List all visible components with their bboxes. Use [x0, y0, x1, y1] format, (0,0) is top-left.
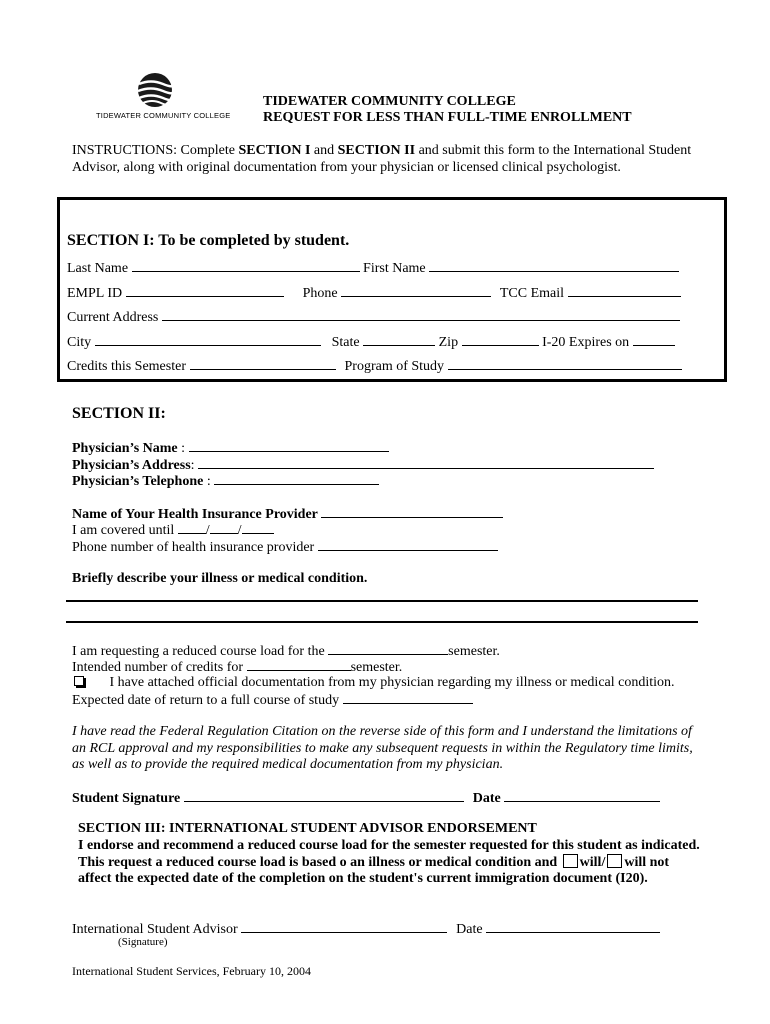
first-name-label: First Name [363, 261, 426, 276]
student-date-field[interactable] [504, 789, 660, 802]
empl-id-field[interactable] [126, 284, 284, 297]
instructions-section-ii: SECTION II [337, 143, 416, 158]
instructions-line2: Advisor, along with original documentation from your physician or licensed clinical psychologist. [72, 160, 621, 175]
address-row [67, 308, 680, 326]
section-i-subtitle: : To be completed by student. [149, 232, 350, 249]
signature-note: (Signature) [118, 936, 168, 948]
advisor-label: International Student Advisor [72, 922, 238, 937]
credits-field[interactable] [190, 357, 336, 370]
zip-field[interactable] [462, 333, 539, 346]
phone-label: Phone [302, 286, 338, 301]
current-address-field[interactable] [162, 308, 680, 321]
instructions-text: and [310, 143, 338, 158]
first-name-field[interactable] [429, 259, 679, 272]
physician-phone-row: Physician’s Telephone : [72, 472, 379, 490]
reduced-load-suffix: semester. [448, 644, 500, 659]
student-signature-row [72, 789, 660, 807]
physician-name-field[interactable] [189, 439, 389, 452]
physician-address-row: Physician’s Address: [72, 456, 654, 474]
attached-docs-checkbox[interactable] [74, 676, 84, 686]
instructions-text: : Complete [173, 143, 239, 158]
will-not-checkbox[interactable] [607, 854, 622, 868]
phone-field[interactable] [341, 284, 491, 297]
attached-docs-label: I have attached official documentation from my physician regarding my illness or medical condition. [109, 675, 675, 690]
tcc-email-field[interactable] [568, 284, 681, 297]
section-i-heading [67, 232, 349, 250]
city-label: City [67, 335, 92, 350]
insurance-phone-field[interactable] [318, 538, 498, 551]
insurance-provider-label: Name of Your Health Insurance Provider [72, 507, 318, 522]
form-title: REQUEST FOR LESS THAN FULL-TIME ENROLLMENT [263, 110, 632, 125]
section-iii-line2-text: This request a reduced course load is based o an illness or medical condition and [78, 855, 558, 870]
instructions-label: INSTRUCTIONS [72, 143, 174, 158]
intended-credits-row [72, 658, 402, 676]
covered-until-label: I am covered until [72, 523, 175, 538]
statement-line-1: I have read the Federal Regulation Citation on the reverse side of this form and I understand the limitations of [72, 724, 692, 739]
section-iii-line2 [78, 854, 669, 871]
physician-phone-label: Physician’s Telephone [72, 474, 204, 489]
insurance-phone-label: Phone number of health insurance provider [72, 540, 315, 555]
empl-row [67, 284, 681, 302]
condition-line-1[interactable] [66, 600, 698, 602]
credits-label: Credits this Semester [67, 359, 186, 374]
i20-expires-field[interactable] [633, 333, 675, 346]
footer-text: International Student Services, February 10, 2004 [72, 964, 311, 978]
insurance-phone-row [72, 538, 498, 556]
form-institution: TIDEWATER COMMUNITY COLLEGE [263, 94, 516, 109]
advisor-date-field[interactable] [486, 920, 660, 933]
logo-text: TIDEWATER COMMUNITY COLLEGE [96, 111, 231, 120]
condition-line-2[interactable] [66, 621, 698, 623]
tcc-email-label: TCC Email [499, 286, 565, 301]
reduced-load-label: I am requesting a reduced course load for the [72, 644, 325, 659]
advisor-date-label: Date [456, 922, 483, 937]
section-ii-heading: SECTION II: [72, 405, 166, 422]
state-field[interactable] [363, 333, 435, 346]
physician-phone-field[interactable] [214, 472, 379, 485]
statement-line-2: an RCL approval and my responsibilities to make any subsequent requests in within the Regulatory time limits, [72, 741, 693, 756]
advisor-signature-field[interactable] [241, 920, 447, 933]
attached-docs-row [74, 675, 675, 691]
student-date-label: Date [472, 791, 501, 806]
state-label: State [331, 335, 360, 350]
insurance-provider-field[interactable] [321, 505, 503, 518]
program-label: Program of Study [344, 359, 445, 374]
covered-until-row: I am covered until / / [72, 521, 274, 539]
program-field[interactable] [448, 357, 682, 370]
physician-address-label: Physician’s Address [72, 458, 191, 473]
covered-year-field[interactable] [242, 521, 274, 534]
return-date-label: Expected date of return to a full course of study [72, 693, 340, 708]
covered-month-field[interactable] [178, 521, 206, 534]
physician-name-row: Physician’s Name : [72, 439, 389, 457]
return-date-row [72, 691, 473, 709]
return-date-field[interactable] [343, 691, 473, 704]
student-signature-field[interactable] [184, 789, 464, 802]
empl-id-label: EMPL ID [67, 286, 123, 301]
covered-day-field[interactable] [210, 521, 238, 534]
intended-credits-field[interactable] [247, 658, 351, 671]
will-not-label: will not [624, 855, 670, 870]
will-label: will/ [579, 855, 606, 870]
instructions-section-i: SECTION I [238, 143, 311, 158]
intended-credits-label: Intended number of credits for [72, 660, 244, 675]
instructions [72, 143, 691, 159]
student-signature-label: Student Signature [72, 791, 181, 806]
instructions-text: and submit this form to the International Student [415, 143, 692, 158]
intended-credits-suffix: semester. [350, 660, 403, 675]
i20-expires-label: I-20 Expires on [542, 335, 630, 350]
physician-address-field[interactable] [198, 456, 654, 469]
physician-name-label: Physician’s Name [72, 441, 178, 456]
credits-row [67, 357, 682, 375]
last-name-row [67, 259, 679, 277]
last-name-label: Last Name [67, 261, 129, 276]
will-checkbox[interactable] [563, 854, 578, 868]
section-i-title: SECTION I [67, 232, 150, 249]
section-iii-line3: affect the expected date of the completion on the student's current immigration document (I20). [78, 871, 648, 886]
last-name-field[interactable] [132, 259, 360, 272]
section-iii-line1: I endorse and recommend a reduced course load for the semester requested for this student as indicated. [78, 838, 700, 853]
current-address-label: Current Address [67, 310, 159, 325]
reduced-load-semester-field[interactable] [328, 642, 448, 655]
statement-line-3: as well as to provide the required medical documentation from my physician. [72, 757, 504, 772]
city-row [67, 333, 675, 351]
city-field[interactable] [95, 333, 321, 346]
section-iii-heading: SECTION III: INTERNATIONAL STUDENT ADVISOR ENDORSEMENT [78, 821, 537, 836]
zip-label: Zip [438, 335, 459, 350]
describe-condition-label: Briefly describe your illness or medical condition. [72, 571, 368, 586]
